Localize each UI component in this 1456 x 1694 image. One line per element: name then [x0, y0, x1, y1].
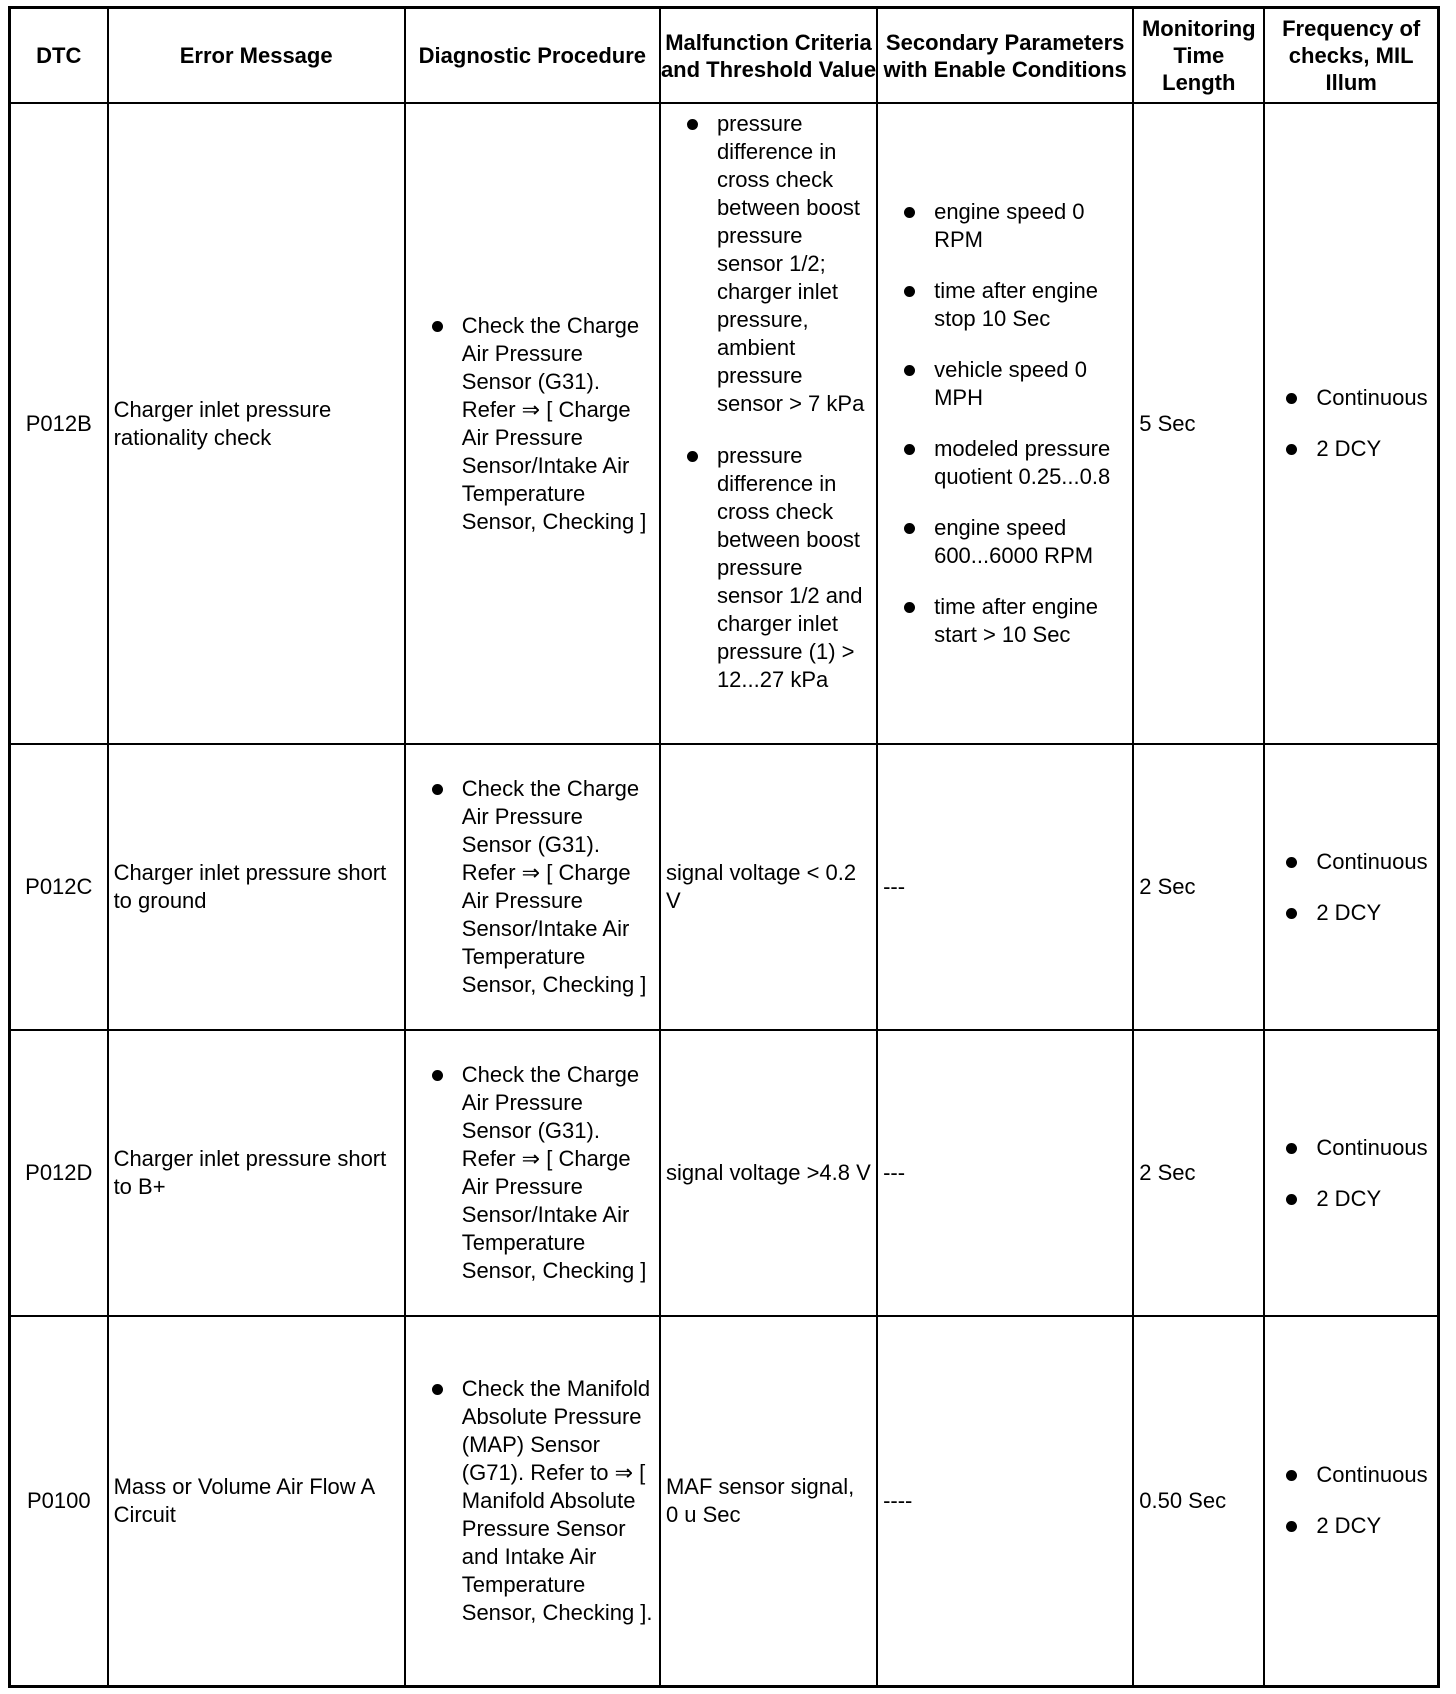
diagnostic-procedure — [405, 744, 660, 1030]
frequency-item: 2 DCY — [1265, 1185, 1437, 1213]
frequency-item: 2 DCY — [1265, 435, 1437, 463]
error-message: Charger inlet pressure short to ground — [108, 744, 405, 1030]
criteria-item: pressure difference in cross check between boost pressure sensor 1/2 and charger inlet pressure (1) > 12...27 kPa — [666, 442, 872, 694]
header-frequency: Frequency of checks, MIL Illum — [1264, 8, 1438, 104]
monitoring-time: 2 Sec — [1133, 744, 1264, 1030]
parameter-item: modeled pressure quotient 0.25...0.8 — [883, 435, 1128, 491]
table-row — [10, 1030, 1439, 1316]
frequency-item: Continuous — [1265, 1461, 1437, 1489]
criteria-item: pressure difference in cross check between boost pressure sensor 1/2; charger inlet pressure, ambient pressure sensor > 7 kPa — [666, 110, 872, 418]
header-error-message: Error Message — [108, 8, 405, 104]
error-message: Mass or Volume Air Flow A Circuit — [108, 1316, 405, 1686]
table-row — [10, 744, 1439, 1030]
frequency-item: 2 DCY — [1265, 1512, 1437, 1540]
header-secondary-parameters: Secondary Parameters with Enable Conditions — [877, 8, 1133, 104]
header-dtc: DTC — [10, 8, 108, 104]
secondary-parameters — [877, 103, 1133, 744]
error-message: Charger inlet pressure rationality check — [108, 103, 405, 744]
diagnostic-procedure — [405, 103, 660, 744]
diagnostic-procedure — [405, 1030, 660, 1316]
malfunction-criteria: signal voltage >4.8 V — [660, 1030, 877, 1316]
monitoring-time: 5 Sec — [1133, 103, 1264, 744]
dtc-code: P012B — [10, 103, 108, 744]
procedure-item: Check the Charge Air Pressure Sensor (G31). Refer ⇒ [ Charge Air Pressure Sensor/Intake Air Temperature Sensor, Checking ] — [411, 775, 655, 999]
table-row — [10, 103, 1439, 744]
procedure-item: Check the Charge Air Pressure Sensor (G31). Refer ⇒ [ Charge Air Pressure Sensor/Intake Air Temperature Sensor, Checking ] — [411, 1061, 655, 1285]
parameter-item: engine speed 0 RPM — [883, 198, 1128, 254]
frequency — [1264, 1316, 1438, 1686]
diagnostic-procedure — [405, 1316, 660, 1686]
error-message: Charger inlet pressure short to B+ — [108, 1030, 405, 1316]
frequency-item: Continuous — [1265, 384, 1437, 412]
frequency-item: Continuous — [1265, 848, 1437, 876]
monitoring-time: 2 Sec — [1133, 1030, 1264, 1316]
monitoring-time: 0.50 Sec — [1133, 1316, 1264, 1686]
secondary-parameters: ---- — [877, 1316, 1133, 1686]
dtc-table — [8, 6, 1440, 1688]
secondary-parameters: --- — [877, 1030, 1133, 1316]
header-monitoring-time: Monitoring Time Length — [1133, 8, 1264, 104]
dtc-code: P012D — [10, 1030, 108, 1316]
dtc-code: P0100 — [10, 1316, 108, 1686]
malfunction-criteria: signal voltage < 0.2 V — [660, 744, 877, 1030]
parameter-item: engine speed 600...6000 RPM — [883, 514, 1128, 570]
parameter-item: vehicle speed 0 MPH — [883, 356, 1128, 412]
parameter-item: time after engine start > 10 Sec — [883, 593, 1128, 649]
malfunction-criteria — [660, 103, 877, 744]
header-diagnostic-procedure: Diagnostic Procedure — [405, 8, 660, 104]
header-row — [10, 8, 1439, 104]
procedure-item: Check the Manifold Absolute Pressure (MAP) Sensor (G71). Refer to ⇒ [ Manifold Absolute Pressure Sensor and Intake Air Temperature Sensor, Checking ]. — [411, 1375, 655, 1627]
frequency-item: 2 DCY — [1265, 899, 1437, 927]
table-row — [10, 1316, 1439, 1686]
secondary-parameters: --- — [877, 744, 1133, 1030]
frequency-item: Continuous — [1265, 1134, 1437, 1162]
malfunction-criteria: MAF sensor signal, 0 u Sec — [660, 1316, 877, 1686]
header-malfunction-criteria: Malfunction Criteria and Threshold Value — [660, 8, 877, 104]
frequency — [1264, 744, 1438, 1030]
frequency — [1264, 1030, 1438, 1316]
parameter-item: time after engine stop 10 Sec — [883, 277, 1128, 333]
procedure-item: Check the Charge Air Pressure Sensor (G31). Refer ⇒ [ Charge Air Pressure Sensor/Intake Air Temperature Sensor, Checking ] — [411, 312, 655, 536]
frequency — [1264, 103, 1438, 744]
dtc-code: P012C — [10, 744, 108, 1030]
